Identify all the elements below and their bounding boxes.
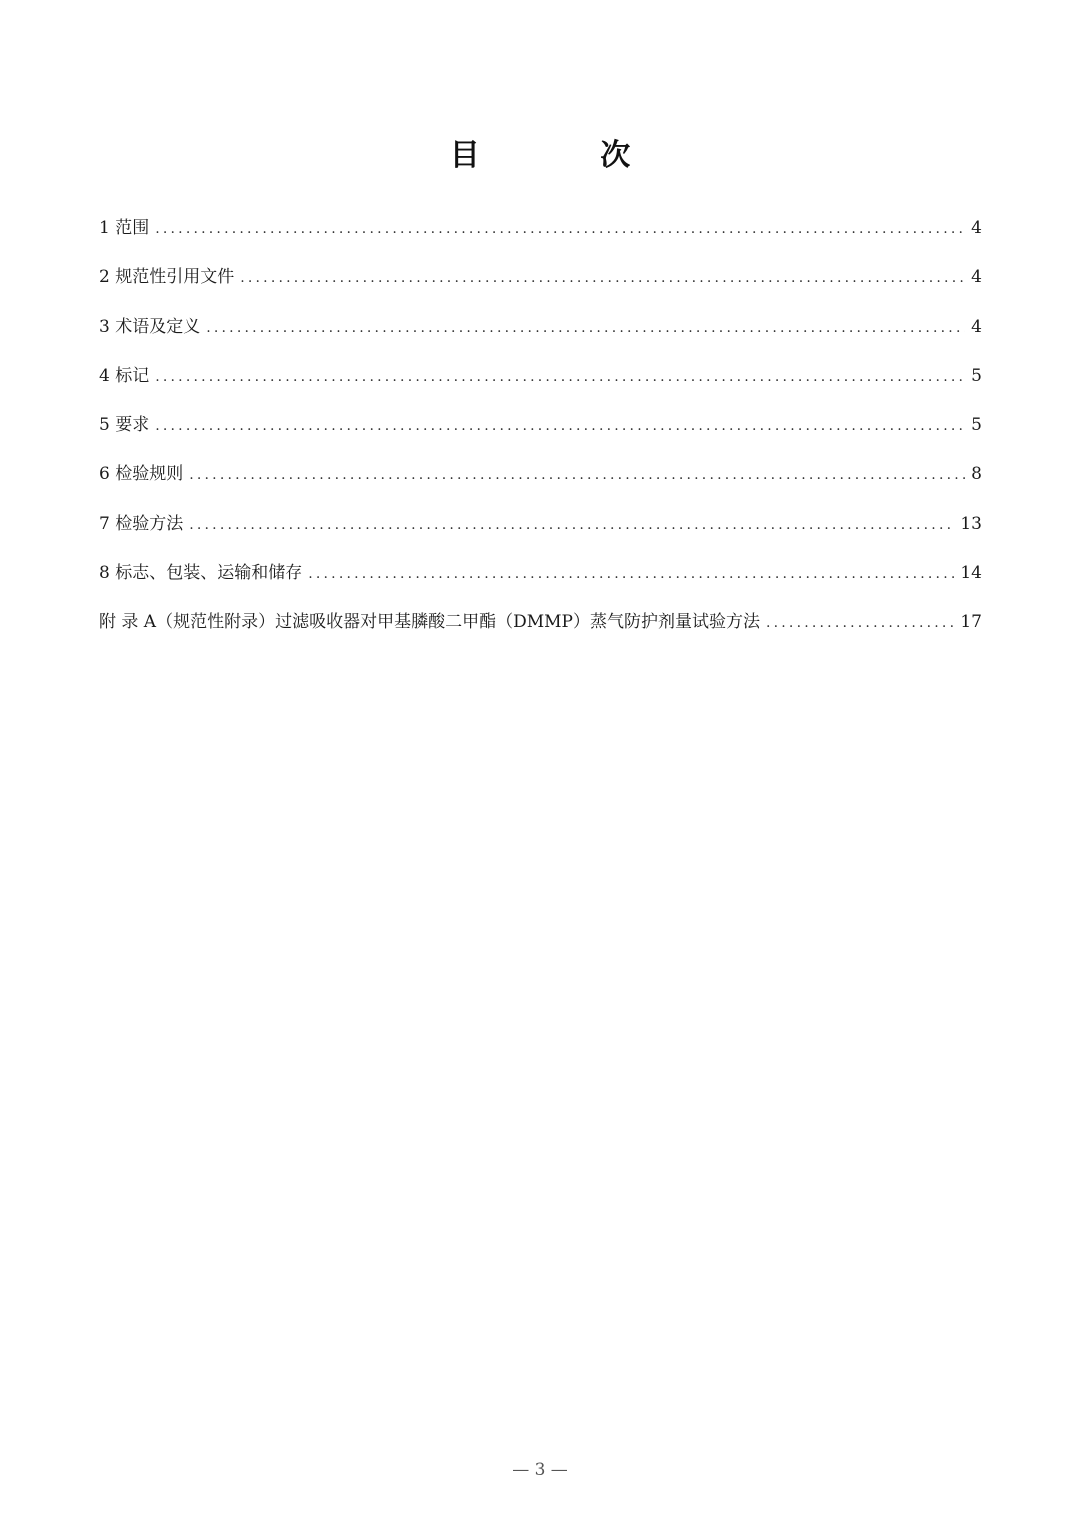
toc-entry-page-number: 4 (971, 316, 982, 337)
toc-entry-label: 4 标记 (99, 365, 150, 386)
toc-entry-page-number: 14 (960, 563, 982, 584)
toc-entry-label: 7 检验方法 (99, 513, 184, 534)
toc-entry-label: 6 检验规则 (99, 464, 184, 485)
toc-entry-appendix-a[interactable] (99, 602, 982, 651)
toc-entry-page-number: 4 (971, 267, 982, 288)
toc-entry-label: 1 范围 (99, 218, 150, 238)
toc-dot-leader (155, 209, 965, 249)
toc-dot-leader (308, 554, 954, 594)
toc-entry-page-number: 8 (971, 464, 982, 485)
toc-entry-normative-references[interactable] (99, 257, 982, 306)
page-title: 目 次 (449, 138, 686, 173)
toc-entry-terms-definitions[interactable] (99, 307, 982, 356)
toc-entry-test-methods[interactable] (99, 504, 982, 553)
toc-entry-marking-packaging-transport-storage[interactable] (99, 553, 982, 602)
toc-dot-leader (766, 603, 954, 643)
toc-entry-page-number: 5 (971, 415, 982, 436)
toc-entry-label: 2 规范性引用文件 (99, 267, 235, 288)
toc-entry-page-number: 5 (971, 365, 982, 386)
toc-entry-label: 8 标志、包装、运输和储存 (99, 563, 303, 584)
toc-entry-label: 附 录 A（规范性附录）过滤吸收器对甲基膦酸二甲酯（DMMP）蒸气防护剂量试验方法 (99, 612, 760, 633)
toc-entry-requirements[interactable] (99, 405, 982, 454)
toc-entry-page-number: 4 (971, 218, 982, 238)
toc-entry-page-number: 13 (960, 513, 982, 534)
toc-dot-leader (155, 357, 965, 397)
toc-entry-inspection-rules[interactable] (99, 454, 982, 503)
toc-entry-marking[interactable] (99, 356, 982, 405)
toc-entry-page-number: 17 (960, 612, 982, 633)
toc-dot-leader (155, 406, 965, 446)
toc-dot-leader (206, 308, 965, 348)
toc-dot-leader (189, 505, 954, 545)
toc-entry-scope[interactable] (99, 208, 982, 257)
toc-entry-label: 3 术语及定义 (99, 316, 201, 337)
page-number-footer: — 3 — (512, 1460, 568, 1480)
toc-dot-leader (189, 455, 965, 495)
toc-entry-label: 5 要求 (99, 415, 150, 436)
toc-dot-leader (240, 258, 965, 298)
table-of-contents (99, 208, 982, 652)
